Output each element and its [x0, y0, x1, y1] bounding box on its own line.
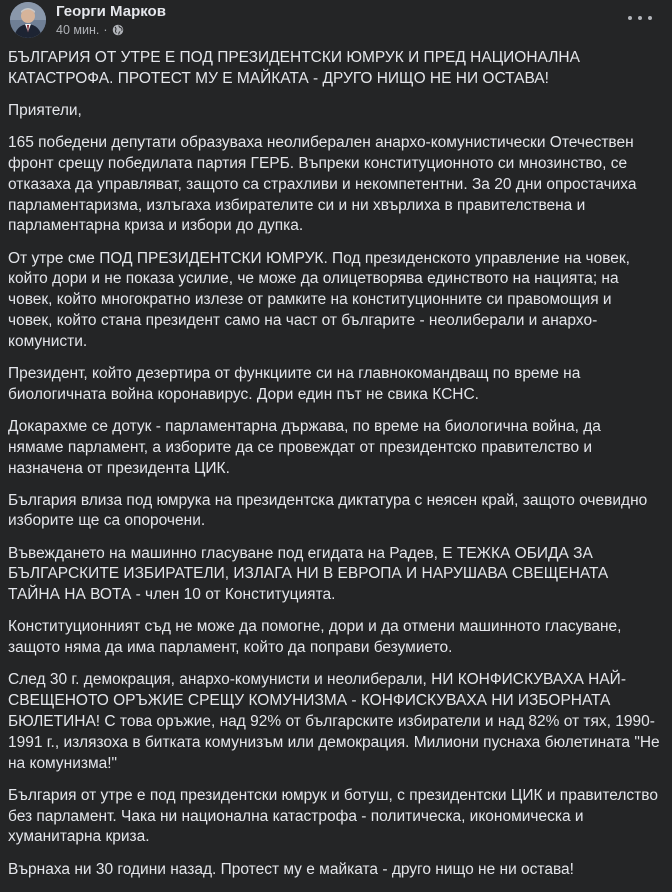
globe-icon[interactable]	[112, 24, 124, 36]
avatar-image	[10, 2, 46, 38]
post-paragraph: БЪЛГАРИЯ ОТ УТРЕ Е ПОД ПРЕЗИДЕНТСКИ ЮМРУК И ПРЕД НАЦИОНАЛНА КАТАСТРОФА. ПРОТЕСТ МУ Е МАЙКАТА - ДРУГО НИЩО НЕ НИ ОСТАВА!	[8, 49, 580, 87]
post-paragraph: След 30 г. демокрация, анархо-комунисти и неолиберали, НИ КОНФИСКУВАХА НАЙ-СВЕЩЕНОТО ОРЪЖИЕ СРЕЩУ КОМУНИЗМА - КОНФИСКУВАХА НИ ИЗБОРНАТА БЮЛЕТИНА! С това оръжие, над 92% от българските избиратели и над 82% от тях, 1990-1991 г., излязоха в битката комунизъм или демокрация. Милиони пуснаха бюлетината "Не на комунизма!"	[8, 671, 660, 772]
avatar[interactable]	[10, 2, 46, 38]
post-meta	[56, 23, 124, 37]
post-paragraph: Конституционният съд не може да помогне, дори и да отмени машинното гласуване, защото няма да има парламент, който да поправи безумието.	[8, 618, 622, 657]
post-paragraph: От утре сме ПОД ПРЕЗИДЕНТСКИ ЮМРУК. Под президенското управление на човек, който дори и не показа усилие, че може да олицетворява единството на нацията; на човек, който многократно излезе от рамките на конституционните си правомощия и човек, който стана президент само на част от българите - неолиберали и анархо-комунисти.	[8, 249, 630, 350]
post-paragraph: Въвеждането на машинно гласуване под егидата на Радев, Е ТЕЖКА ОБИДА ЗА БЪЛГАРСКИТЕ ИЗБИРАТЕЛИ, ИЗЛАГА НИ В ЕВРОПА И НАРУШАВА СВЕЩЕНАТА ТАЙНА НА ВОТА - член 10 от Конституцията.	[8, 544, 609, 604]
post-paragraph: Докарахме се дотук - парламентарна държава, по време на биологична война, да нямаме парламент, а изборите да се провеждат от президентско правителство и назначена от президента ЦИК.	[8, 417, 601, 477]
post-paragraph: България от утре е под президентски юмрук и ботуш, с президентски ЦИК и правителство без парламент. Чака ни национална катастрофа - политическа, икономическа и хуманитарна криза.	[8, 786, 658, 846]
post-header	[0, 0, 672, 48]
post-paragraph: Върнаха ни 30 години назад. Протест му е майката - друго нищо не ни остава!	[8, 860, 574, 878]
post-paragraph: Приятели,	[8, 101, 82, 119]
meta-separator: ·	[103, 23, 108, 37]
post-paragraph: 165 победени депутати образуваха неолиберален анархо-комунистически Отечествен фронт срещу победилата партия ГЕРБ. Въпреки конституционното си мнозинство, се отказаха да управляват, защото са страхливи и некомпетентни. За 20 дни опростачиха парламентаризма, излъгаха избирателите си и ни хвърлиха в правителствена и парламентарна криза и избори до дупка.	[8, 134, 637, 235]
author-name[interactable]: Георги Марков	[56, 3, 166, 20]
post-paragraph: Президент, който дезертира от функциите си на главнокомандващ по време на биологичната война коронавирус. Дори един път не свика КСНС.	[8, 364, 581, 403]
post-timestamp[interactable]: 40 мин.	[56, 23, 100, 37]
post-text	[8, 48, 660, 892]
post-paragraph: България влиза под юмрука на президентска диктатура с неясен край, защото очевидно изборите ще са опорочени.	[8, 491, 648, 530]
more-options-icon[interactable]	[628, 10, 652, 26]
